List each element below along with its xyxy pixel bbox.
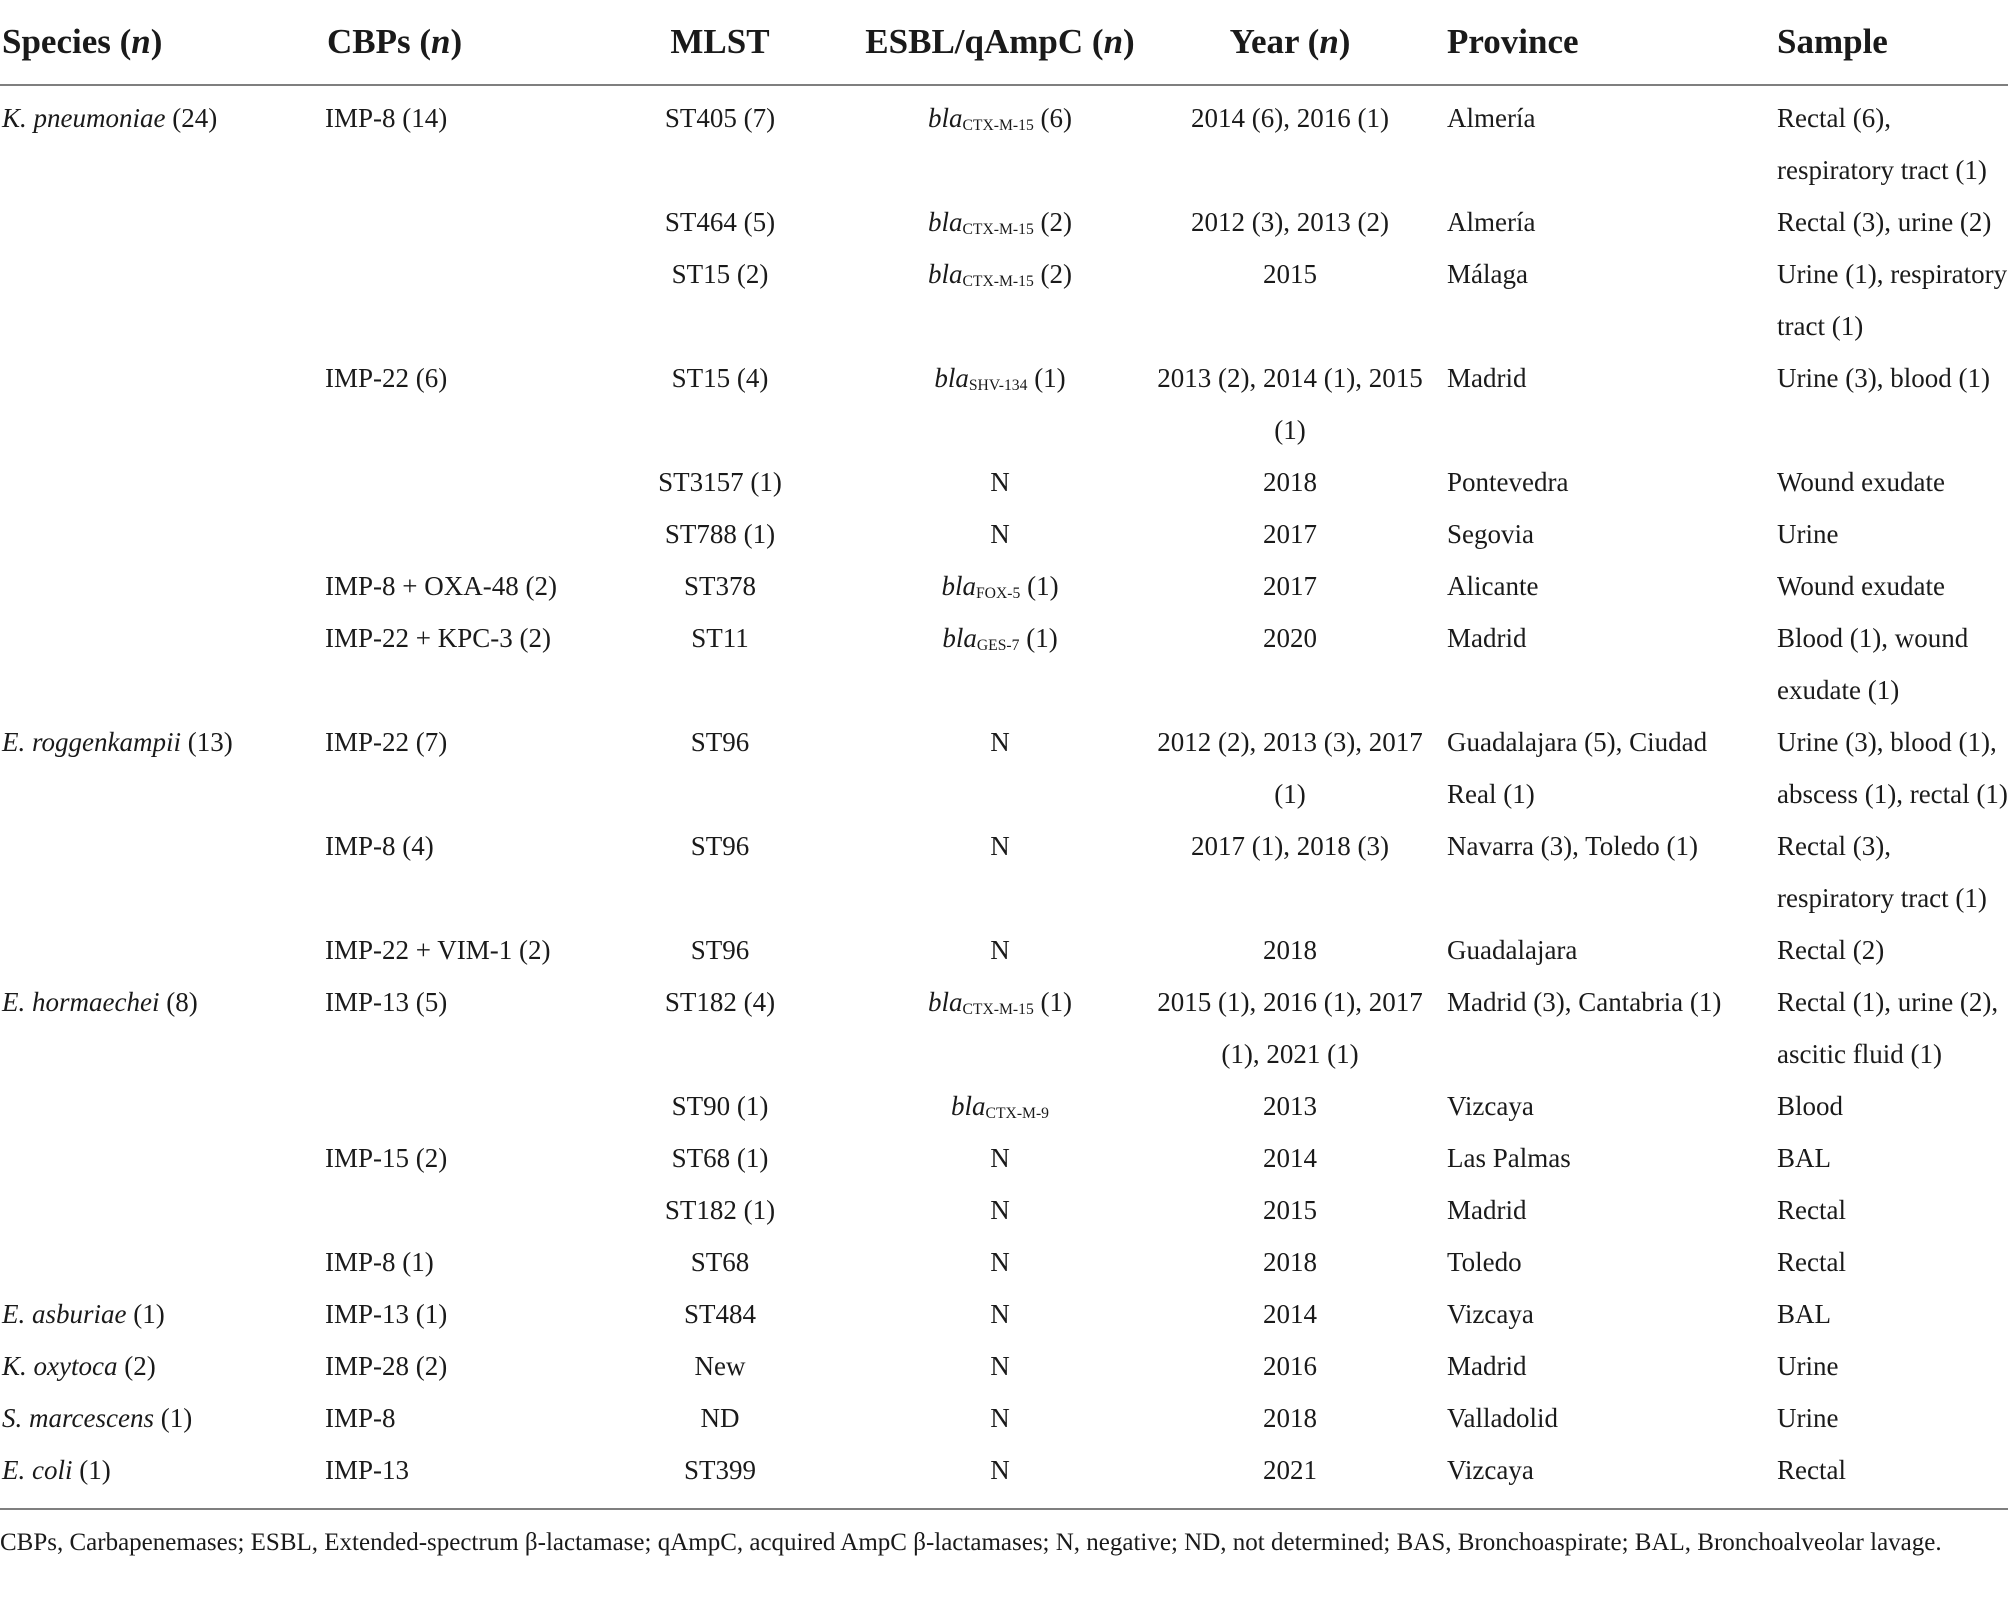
cell-sample: Rectal (2) (1777, 935, 1885, 965)
cell-year: 2017 (1263, 519, 1317, 549)
table-row (0, 1184, 2008, 1236)
cell-sample: Urine (1777, 519, 1839, 549)
cell-year: 2018 (1263, 1403, 1317, 1433)
cell-species (0, 820, 325, 924)
cell-sample: Rectal (1777, 1247, 1846, 1277)
cell-province: Valladolid (1447, 1403, 1558, 1433)
cell-mlst: ST405 (7) (664, 103, 776, 133)
cell-cbp: IMP-8 + OXA-48 (2) (325, 571, 557, 601)
cell-year: 2014 (1263, 1143, 1317, 1173)
cell-mlst: ST96 (690, 727, 750, 757)
table-row (0, 1080, 2008, 1132)
cell-cbp: IMP-13 (1) (325, 1299, 448, 1329)
cell-province: Guadalajara (1447, 935, 1578, 965)
table-row (0, 85, 2008, 196)
cell-sample: Urine (1777, 1351, 1839, 1381)
cell-cbp: IMP-22 + KPC-3 (2) (325, 623, 551, 653)
cell-province: Segovia (1447, 519, 1534, 549)
cell-sample: Urine (3), blood (1), abscess (1), rectal (1) (1777, 727, 2008, 809)
cell-mlst: ST96 (690, 831, 750, 861)
table-row (0, 1288, 2008, 1340)
cell-cbp: IMP-8 (1) (325, 1247, 434, 1277)
cell-sample: Rectal (1), urine (2), ascitic fluid (1) (1777, 987, 1999, 1069)
cell-esbl: N (990, 1403, 1010, 1433)
cell-year: 2021 (1145, 1444, 1435, 1509)
cell-year: 2012 (3), 2013 (2) (1191, 207, 1389, 237)
table-row (0, 456, 2008, 508)
header-province: Province (1435, 0, 1745, 85)
cell-cbp (325, 456, 585, 508)
cell-sample: Rectal (6), respiratory tract (1) (1777, 103, 1987, 185)
cell-cbp: IMP-22 (7) (325, 727, 448, 757)
cell-mlst: ST3157 (1) (658, 467, 782, 497)
cell-year: 2017 (1263, 571, 1317, 601)
cell-province: Vizcaya (1447, 1091, 1534, 1121)
cell-esbl: bla$_{CTX-M-15}$ (2) (927, 259, 1073, 290)
table-row (0, 196, 2008, 248)
cell-cbp: IMP-8 (4) (325, 831, 434, 861)
cell-species: K. pneumoniae (24) (2, 103, 218, 133)
cell-year: 2018 (1263, 935, 1317, 965)
header-sample: Sample (1745, 0, 2008, 85)
cell-cbp: IMP-22 (6) (325, 363, 448, 393)
cell-esbl: N (990, 831, 1010, 861)
cell-species: E. coli (1) (0, 1444, 325, 1509)
cell-species: E. roggenkampii (13) (2, 727, 233, 757)
table-row (0, 352, 2008, 456)
table-body (0, 85, 2008, 1509)
table-row (0, 976, 2008, 1080)
cell-mlst: ST68 (690, 1247, 750, 1277)
cell-year: 2017 (1), 2018 (3) (1191, 831, 1389, 861)
cell-year: 2012 (2), 2013 (3), 2017 (1) (1157, 727, 1423, 809)
cell-year: 2016 (1263, 1351, 1317, 1381)
cell-mlst: ST15 (4) (671, 363, 769, 393)
cell-year: 2018 (1263, 1247, 1317, 1277)
cell-species (0, 352, 325, 456)
cell-sample: Rectal (3), respiratory tract (1) (1777, 831, 1987, 913)
cell-mlst: ST11 (691, 623, 749, 653)
cell-esbl: N (990, 1143, 1010, 1173)
cell-mlst: ST484 (683, 1299, 756, 1329)
cell-province: Madrid (1447, 1195, 1527, 1225)
cell-esbl: bla$_{CTX-M-15}$ (6) (927, 103, 1073, 134)
cell-sample: Blood (1777, 1091, 1844, 1121)
cell-province: Las Palmas (1447, 1143, 1571, 1173)
cell-year: 2014 (6), 2016 (1) (1191, 103, 1389, 133)
cell-year: 2013 (1263, 1091, 1317, 1121)
cell-mlst: ST464 (5) (664, 207, 776, 237)
cell-sample: Urine (1), respiratory tract (1) (1777, 259, 2008, 341)
cell-species (0, 1184, 325, 1236)
cell-cbp (325, 508, 585, 560)
header-row (0, 0, 2008, 85)
cell-province: Málaga (1447, 259, 1528, 289)
cell-mlst: ST788 (1) (664, 519, 776, 549)
cell-mlst: ST182 (4) (664, 987, 776, 1017)
cell-province: Guadalajara (5), Ciudad Real (1) (1447, 727, 1708, 809)
cell-esbl: bla$_{GES-7}$ (1) (942, 623, 1058, 654)
cell-sample: BAL (1777, 1299, 1831, 1329)
table-row (0, 1236, 2008, 1288)
cell-cbp: IMP-13 (5) (325, 987, 448, 1017)
cell-province: Vizcaya (1447, 1299, 1534, 1329)
cell-species (0, 1236, 325, 1288)
cell-cbp: IMP-8 (325, 1403, 396, 1433)
table-row (0, 1132, 2008, 1184)
cell-esbl: N (855, 1444, 1145, 1509)
cell-cbp: IMP-15 (2) (325, 1143, 448, 1173)
cell-year: 2020 (1263, 623, 1317, 653)
cell-cbp: IMP-28 (2) (325, 1351, 448, 1381)
cell-province: Madrid (3), Cantabria (1) (1447, 987, 1722, 1017)
table-row (0, 1340, 2008, 1392)
cell-province: Alicante (1447, 571, 1539, 601)
cell-esbl: bla$_{SHV-134}$ (1) (934, 363, 1066, 394)
cell-mlst: ST68 (1) (671, 1143, 769, 1173)
cell-sample: Urine (3), blood (1) (1777, 363, 1990, 393)
cell-species (0, 612, 325, 716)
cell-cbp (325, 1080, 585, 1132)
cell-esbl: N (990, 727, 1010, 757)
cell-species (0, 1132, 325, 1184)
header-mlst: MLST (585, 0, 855, 85)
cell-species: S. marcescens (1) (2, 1403, 193, 1433)
cell-cbp: IMP-8 (14) (325, 103, 448, 133)
header-esbl: ESBL/qAmpC (n) (855, 0, 1145, 85)
cell-year: 2015 (1263, 259, 1317, 289)
cell-province: Almería (1447, 207, 1536, 237)
cell-mlst: ST15 (2) (671, 259, 769, 289)
cell-esbl: N (990, 935, 1010, 965)
cell-sample: Blood (1), wound exudate (1) (1777, 623, 1969, 705)
cell-mlst: ST399 (585, 1444, 855, 1509)
cell-species (0, 456, 325, 508)
cell-cbp (325, 196, 585, 248)
cell-sample: Rectal (3), urine (2) (1777, 207, 1992, 237)
cell-esbl: N (990, 1299, 1010, 1329)
table-row (0, 820, 2008, 924)
cell-year: 2015 (1263, 1195, 1317, 1225)
table-footnote: CBPs, Carbapenemases; ESBL, Extended-spectrum β-lactamase; qAmpC, acquired AmpC β-lactamases; N, negative; ND, not determined; BAS, Bronchoaspirate; BAL, Bronchoalveolar lavage. (0, 1529, 1942, 1556)
cell-sample: Wound exudate (1777, 467, 1946, 497)
cell-esbl: bla$_{CTX-M-15}$ (1) (927, 987, 1073, 1018)
cell-sample: Rectal (1777, 1195, 1846, 1225)
cell-species (0, 1080, 325, 1132)
cell-year: 2014 (1263, 1299, 1317, 1329)
cell-sample: BAL (1777, 1143, 1831, 1173)
table-row (0, 924, 2008, 976)
cell-species (0, 560, 325, 612)
cell-esbl: N (990, 1351, 1010, 1381)
cell-esbl: N (990, 1247, 1010, 1277)
cell-province: Pontevedra (1447, 467, 1569, 497)
cell-mlst: ST182 (1) (664, 1195, 776, 1225)
cell-species (0, 508, 325, 560)
cell-esbl: N (990, 1195, 1010, 1225)
cell-species: K. oxytoca (2) (2, 1351, 156, 1381)
cell-cbp (325, 248, 585, 352)
cell-mlst: ND (700, 1403, 740, 1433)
cell-species (0, 248, 325, 352)
cell-species (0, 196, 325, 248)
cell-year: 2015 (1), 2016 (1), 2017 (1), 2021 (1) (1157, 987, 1423, 1069)
cell-cbp: IMP-13 (325, 1444, 585, 1509)
cell-cbp (325, 1184, 585, 1236)
cell-sample: Rectal (1745, 1444, 2008, 1509)
header-species: Species (n) (0, 0, 325, 85)
table-row (0, 560, 2008, 612)
cell-year: 2018 (1263, 467, 1317, 497)
table-row (0, 1444, 2008, 1509)
cell-province: Madrid (1447, 1351, 1527, 1381)
cell-province: Madrid (1447, 363, 1527, 393)
table-row (0, 716, 2008, 820)
cell-sample: Urine (1777, 1403, 1839, 1433)
cell-mlst: ST90 (1) (671, 1091, 769, 1121)
cell-province: Vizcaya (1435, 1444, 1745, 1509)
cell-esbl: N (990, 467, 1010, 497)
cell-cbp: IMP-22 + VIM-1 (2) (325, 935, 551, 965)
cell-mlst: New (694, 1351, 746, 1381)
table-row (0, 612, 2008, 716)
cell-sample: Wound exudate (1777, 571, 1946, 601)
cell-esbl: bla$_{CTX-M-9}$ (950, 1091, 1049, 1122)
cell-province: Navarra (3), Toledo (1) (1447, 831, 1699, 861)
cell-species: E. hormaechei (8) (2, 987, 198, 1017)
header-cbps: CBPs (n) (325, 0, 585, 85)
cell-esbl: bla$_{FOX-5}$ (1) (941, 571, 1059, 602)
cell-mlst: ST96 (690, 935, 750, 965)
table-row (0, 1392, 2008, 1444)
cell-province: Toledo (1447, 1247, 1522, 1277)
table-row (0, 508, 2008, 560)
cell-species: E. asburiae (1) (2, 1299, 165, 1329)
table-row (0, 248, 2008, 352)
header-year: Year (n) (1145, 0, 1435, 85)
cell-province: Madrid (1447, 623, 1527, 653)
cell-province: Almería (1447, 103, 1536, 133)
cell-mlst: ST378 (683, 571, 756, 601)
cell-esbl: N (990, 519, 1010, 549)
cell-year: 2013 (2), 2014 (1), 2015 (1) (1157, 363, 1423, 445)
cell-species (0, 924, 325, 976)
cell-esbl: bla$_{CTX-M-15}$ (2) (927, 207, 1073, 238)
